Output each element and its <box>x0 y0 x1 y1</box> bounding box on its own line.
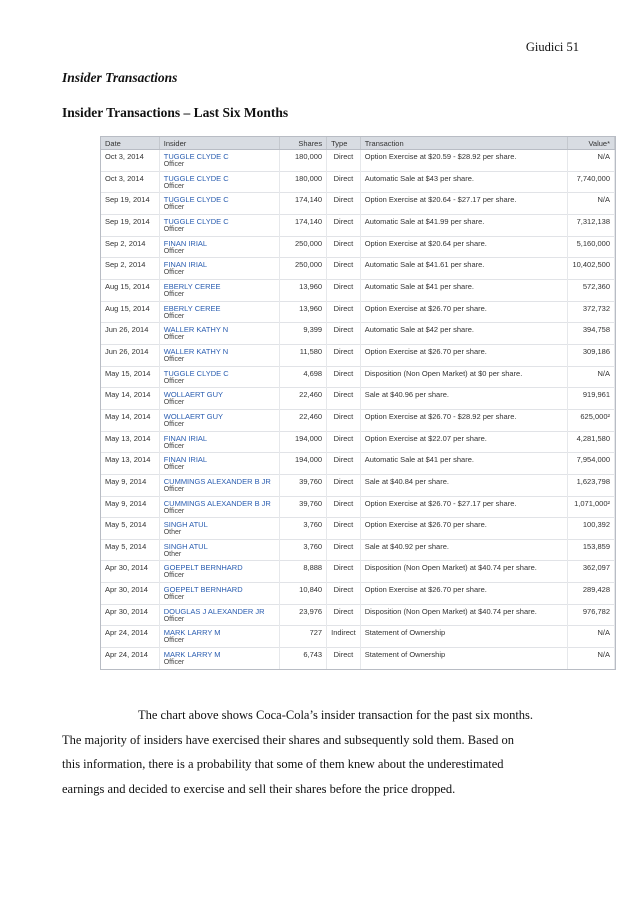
col-shares: Shares <box>280 137 327 150</box>
cell-value: N/A <box>568 648 615 670</box>
cell-date: Sep 2, 2014 <box>101 236 159 258</box>
cell-transaction: Sale at $40.92 per share. <box>360 539 568 561</box>
cell-value: 572,360 <box>568 279 615 301</box>
insider-role: Officer <box>163 247 185 255</box>
cell-transaction: Option Exercise at $26.70 per share. <box>360 344 568 366</box>
insider-role: Officer <box>163 161 185 168</box>
cell-value: 7,954,000 <box>568 453 615 475</box>
cell-date: Jun 26, 2014 <box>101 323 159 345</box>
insider-name-link[interactable]: SINGH ATUL <box>163 541 208 551</box>
cell-date: Apr 30, 2014 <box>101 604 159 626</box>
table-row <box>101 453 615 475</box>
cell-value: 625,000² <box>568 409 615 431</box>
cell-shares: 194,000 <box>280 431 327 453</box>
cell-date: Apr 30, 2014 <box>101 561 159 583</box>
cell-shares: 727 <box>280 626 327 648</box>
col-type: Type <box>327 137 361 150</box>
insider-transactions-table <box>100 136 616 670</box>
table-row <box>101 626 615 648</box>
insider-role: Officer <box>163 420 185 428</box>
insider-role: Officer <box>163 312 185 320</box>
cell-insider <box>159 279 279 301</box>
insider-name-link[interactable]: WALLER KATHY N <box>163 325 229 335</box>
cell-insider <box>159 583 279 605</box>
cell-value: 1,623,798 <box>568 474 615 496</box>
cell-insider <box>159 301 279 323</box>
cell-date: May 9, 2014 <box>101 496 159 518</box>
insider-name-link[interactable]: FINAN IRIAL <box>163 455 208 465</box>
cell-transaction: Option Exercise at $20.64 - $27.17 per share. <box>360 193 568 215</box>
cell-insider <box>159 366 279 388</box>
insider-name-link[interactable]: WALLER KATHY N <box>163 346 229 356</box>
cell-value: 289,428 <box>568 583 615 605</box>
cell-insider <box>159 431 279 453</box>
insider-name-link[interactable]: MARK LARRY M <box>163 650 221 660</box>
cell-date: May 14, 2014 <box>101 409 159 431</box>
cell-value: 7,740,000 <box>568 171 615 193</box>
cell-shares: 9,399 <box>280 323 327 345</box>
insider-name-link[interactable]: FINAN IRIAL <box>163 260 208 270</box>
cell-value: N/A <box>568 626 615 648</box>
cell-date: May 15, 2014 <box>101 366 159 388</box>
cell-insider <box>159 561 279 583</box>
cell-shares: 8,888 <box>280 561 327 583</box>
table-row <box>101 561 615 583</box>
cell-shares: 13,960 <box>280 279 327 301</box>
table-row <box>101 279 615 301</box>
cell-value: 309,186 <box>568 344 615 366</box>
cell-shares: 6,743 <box>280 648 327 670</box>
cell-shares: 22,460 <box>280 388 327 410</box>
cell-transaction: Option Exercise at $20.64 per share. <box>360 236 568 258</box>
cell-date: May 5, 2014 <box>101 518 159 540</box>
cell-shares: 22,460 <box>280 409 327 431</box>
insider-role: Officer <box>163 659 185 667</box>
table-row <box>101 236 615 258</box>
cell-date: Apr 24, 2014 <box>101 626 159 648</box>
cell-transaction: Automatic Sale at $41.61 per share. <box>360 258 568 280</box>
cell-value: 394,758 <box>568 323 615 345</box>
cell-shares: 10,840 <box>280 583 327 605</box>
cell-value: 1,071,000² <box>568 496 615 518</box>
insider-role: Other <box>163 550 182 558</box>
col-insider: Insider <box>159 137 279 150</box>
cell-insider <box>159 171 279 193</box>
insider-role: Officer <box>163 637 185 645</box>
table-row <box>101 344 615 366</box>
insider-name-link[interactable]: SINGH ATUL <box>163 520 208 530</box>
cell-shares: 13,960 <box>280 301 327 323</box>
cell-type: Direct <box>327 214 361 236</box>
cell-type: Direct <box>327 648 361 670</box>
cell-type: Direct <box>327 604 361 626</box>
cell-type: Indirect <box>327 626 361 648</box>
cell-shares: 180,000 <box>280 150 327 172</box>
insider-role: Officer <box>163 507 185 515</box>
insider-role: Officer <box>163 615 185 623</box>
cell-date: May 9, 2014 <box>101 474 159 496</box>
cell-insider <box>159 474 279 496</box>
cell-value: 919,961 <box>568 388 615 410</box>
cell-shares: 250,000 <box>280 258 327 280</box>
cell-transaction: Option Exercise at $26.70 - $28.92 per share. <box>360 409 568 431</box>
cell-transaction: Statement of Ownership <box>360 648 568 670</box>
cell-insider <box>159 388 279 410</box>
paragraph-line: earnings and decided to exercise and sell their shares before the price dropped. <box>62 781 456 796</box>
insider-name-link[interactable]: FINAN IRIAL <box>163 433 208 443</box>
cell-transaction: Disposition (Non Open Market) at $0 per share. <box>360 366 568 388</box>
cell-date: May 5, 2014 <box>101 539 159 561</box>
cell-insider <box>159 518 279 540</box>
insider-name-link[interactable]: WOLLAERT GUY <box>163 411 224 421</box>
cell-date: Aug 15, 2014 <box>101 279 159 301</box>
paragraph-line: The chart above shows Coca-Cola’s insider transaction for the past six months. <box>138 708 534 722</box>
cell-date: Oct 3, 2014 <box>101 150 159 172</box>
cell-insider <box>159 604 279 626</box>
table-row <box>101 648 615 670</box>
table-row <box>101 539 615 561</box>
cell-type: Direct <box>327 236 361 258</box>
cell-date: Apr 24, 2014 <box>101 648 159 670</box>
cell-type: Direct <box>327 539 361 561</box>
cell-insider <box>159 323 279 345</box>
cell-insider <box>159 626 279 648</box>
insider-name-link[interactable]: CUMMINGS ALEXANDER B JR <box>163 498 271 508</box>
insider-name-link[interactable]: FINAN IRIAL <box>163 238 208 248</box>
cell-shares: 23,976 <box>280 604 327 626</box>
cell-type: Direct <box>327 344 361 366</box>
cell-shares: 174,140 <box>280 214 327 236</box>
cell-value: 372,732 <box>568 301 615 323</box>
col-value: Value* <box>568 137 615 150</box>
body-paragraph <box>62 703 582 801</box>
table-row <box>101 518 615 540</box>
insider-name-link[interactable]: TUGGLE CLYDE C <box>163 216 229 226</box>
cell-shares: 194,000 <box>280 453 327 475</box>
cell-type: Direct <box>327 193 361 215</box>
cell-insider <box>159 344 279 366</box>
insider-role: Officer <box>163 377 185 385</box>
cell-value: N/A <box>568 150 615 172</box>
cell-date: Jun 26, 2014 <box>101 344 159 366</box>
cell-insider <box>159 236 279 258</box>
cell-date: Sep 19, 2014 <box>101 214 159 236</box>
table-row <box>101 193 615 215</box>
cell-transaction: Automatic Sale at $42 per share. <box>360 323 568 345</box>
insider-role: Officer <box>163 355 185 363</box>
insider-role: Officer <box>163 290 185 298</box>
paragraph-line: this information, there is a probability that some of them knew about the underestimated <box>62 757 504 771</box>
cell-type: Direct <box>327 388 361 410</box>
page-header: Giudici 51 <box>525 40 579 54</box>
insider-role: Officer <box>163 442 185 450</box>
cell-shares: 3,760 <box>280 518 327 540</box>
cell-insider <box>159 496 279 518</box>
cell-date: Sep 19, 2014 <box>101 193 159 215</box>
cell-type: Direct <box>327 561 361 583</box>
cell-value: N/A <box>568 366 615 388</box>
table-row <box>101 583 615 605</box>
insider-name-link[interactable]: GOEPELT BERNHARD <box>163 585 243 595</box>
cell-type: Direct <box>327 453 361 475</box>
cell-shares: 4,698 <box>280 366 327 388</box>
cell-insider <box>159 453 279 475</box>
cell-shares: 180,000 <box>280 171 327 193</box>
table-header-row <box>101 137 615 150</box>
insider-name-link[interactable]: MARK LARRY M <box>163 628 221 638</box>
cell-type: Direct <box>327 409 361 431</box>
table-row <box>101 323 615 345</box>
table-row <box>101 431 615 453</box>
cell-insider <box>159 539 279 561</box>
cell-transaction: Disposition (Non Open Market) at $40.74 per share. <box>360 561 568 583</box>
cell-value: 7,312,138 <box>568 214 615 236</box>
insider-role: Officer <box>163 204 185 212</box>
cell-shares: 174,140 <box>280 193 327 215</box>
cell-type: Direct <box>327 366 361 388</box>
section-subtitle: Insider Transactions – Last Six Months <box>62 105 289 120</box>
cell-insider <box>159 648 279 670</box>
cell-type: Direct <box>327 474 361 496</box>
cell-value: 153,859 <box>568 539 615 561</box>
cell-insider <box>159 214 279 236</box>
insider-name-link[interactable]: GOEPELT BERNHARD <box>163 563 243 573</box>
insider-name-link[interactable]: WOLLAERT GUY <box>163 390 224 400</box>
insider-role: Officer <box>163 485 185 493</box>
cell-transaction: Option Exercise at $26.70 per share. <box>360 518 568 540</box>
cell-shares: 11,580 <box>280 344 327 366</box>
cell-insider <box>159 258 279 280</box>
cell-value: 100,392 <box>568 518 615 540</box>
cell-transaction: Option Exercise at $22.07 per share. <box>360 431 568 453</box>
insider-role: Officer <box>163 334 185 342</box>
cell-insider <box>159 193 279 215</box>
col-date: Date <box>101 137 159 150</box>
cell-type: Direct <box>327 258 361 280</box>
cell-type: Direct <box>327 496 361 518</box>
cell-type: Direct <box>327 301 361 323</box>
cell-date: Apr 30, 2014 <box>101 583 159 605</box>
cell-transaction: Statement of Ownership <box>360 626 568 648</box>
insider-name-link[interactable]: TUGGLE CLYDE C <box>163 152 229 161</box>
insider-role: Officer <box>163 464 185 472</box>
cell-value: 10,402,500 <box>568 258 615 280</box>
insider-name-link[interactable]: EBERLY CEREE <box>163 281 221 291</box>
insider-name-link[interactable]: TUGGLE CLYDE C <box>163 195 229 205</box>
cell-date: May 14, 2014 <box>101 388 159 410</box>
table-row <box>101 214 615 236</box>
cell-shares: 39,760 <box>280 496 327 518</box>
cell-transaction: Option Exercise at $26.70 per share. <box>360 583 568 605</box>
insider-role: Officer <box>163 572 185 580</box>
cell-type: Direct <box>327 518 361 540</box>
insider-role: Officer <box>163 182 185 190</box>
cell-value: 976,782 <box>568 604 615 626</box>
cell-date: Aug 15, 2014 <box>101 301 159 323</box>
cell-shares: 39,760 <box>280 474 327 496</box>
insider-role: Officer <box>163 594 185 602</box>
insider-role: Other <box>163 529 182 537</box>
cell-type: Direct <box>327 323 361 345</box>
insider-role: Officer <box>163 269 185 277</box>
paragraph-line: The majority of insiders have exercised their shares and subsequently sold them. Based on <box>62 732 514 747</box>
insider-name-link[interactable]: EBERLY CEREE <box>163 303 221 313</box>
cell-date: May 13, 2014 <box>101 431 159 453</box>
table-row <box>101 366 615 388</box>
cell-value: 362,097 <box>568 561 615 583</box>
insider-name-link[interactable]: CUMMINGS ALEXANDER B JR <box>163 476 271 486</box>
cell-transaction: Option Exercise at $26.70 per share. <box>360 301 568 323</box>
cell-transaction: Automatic Sale at $41.99 per share. <box>360 214 568 236</box>
section-title: Insider Transactions <box>62 70 178 85</box>
cell-date: Sep 2, 2014 <box>101 258 159 280</box>
cell-shares: 250,000 <box>280 236 327 258</box>
cell-type: Direct <box>327 171 361 193</box>
cell-transaction: Option Exercise at $26.70 - $27.17 per share. <box>360 496 568 518</box>
cell-type: Direct <box>327 150 361 172</box>
cell-type: Direct <box>327 279 361 301</box>
cell-value: 4,281,580 <box>568 431 615 453</box>
cell-type: Direct <box>327 431 361 453</box>
cell-shares: 3,760 <box>280 539 327 561</box>
insider-name-link[interactable]: DOUGLAS J ALEXANDER JR <box>163 606 265 616</box>
cell-date: Oct 3, 2014 <box>101 171 159 193</box>
table-row <box>101 604 615 626</box>
cell-transaction: Option Exercise at $20.59 - $28.92 per share. <box>360 150 568 172</box>
cell-transaction: Automatic Sale at $41 per share. <box>360 453 568 475</box>
cell-transaction: Disposition (Non Open Market) at $40.74 per share. <box>360 604 568 626</box>
table-row <box>101 388 615 410</box>
table-row <box>101 150 615 172</box>
cell-value: N/A <box>568 193 615 215</box>
table-row <box>101 474 615 496</box>
table-row <box>101 301 615 323</box>
cell-transaction: Automatic Sale at $41 per share. <box>360 279 568 301</box>
cell-transaction: Sale at $40.84 per share. <box>360 474 568 496</box>
cell-date: May 13, 2014 <box>101 453 159 475</box>
table-row <box>101 171 615 193</box>
cell-type: Direct <box>327 583 361 605</box>
cell-insider <box>159 409 279 431</box>
insider-role: Officer <box>163 225 185 233</box>
table-row <box>101 409 615 431</box>
cell-value: 5,160,000 <box>568 236 615 258</box>
cell-insider <box>159 150 279 172</box>
insider-role: Officer <box>163 399 185 407</box>
insider-name-link[interactable]: TUGGLE CLYDE C <box>163 368 229 378</box>
cell-transaction: Automatic Sale at $43 per share. <box>360 171 568 193</box>
insider-name-link[interactable]: TUGGLE CLYDE C <box>163 173 229 183</box>
col-transaction: Transaction <box>360 137 568 150</box>
cell-transaction: Sale at $40.96 per share. <box>360 388 568 410</box>
table-row <box>101 496 615 518</box>
table-row <box>101 258 615 280</box>
